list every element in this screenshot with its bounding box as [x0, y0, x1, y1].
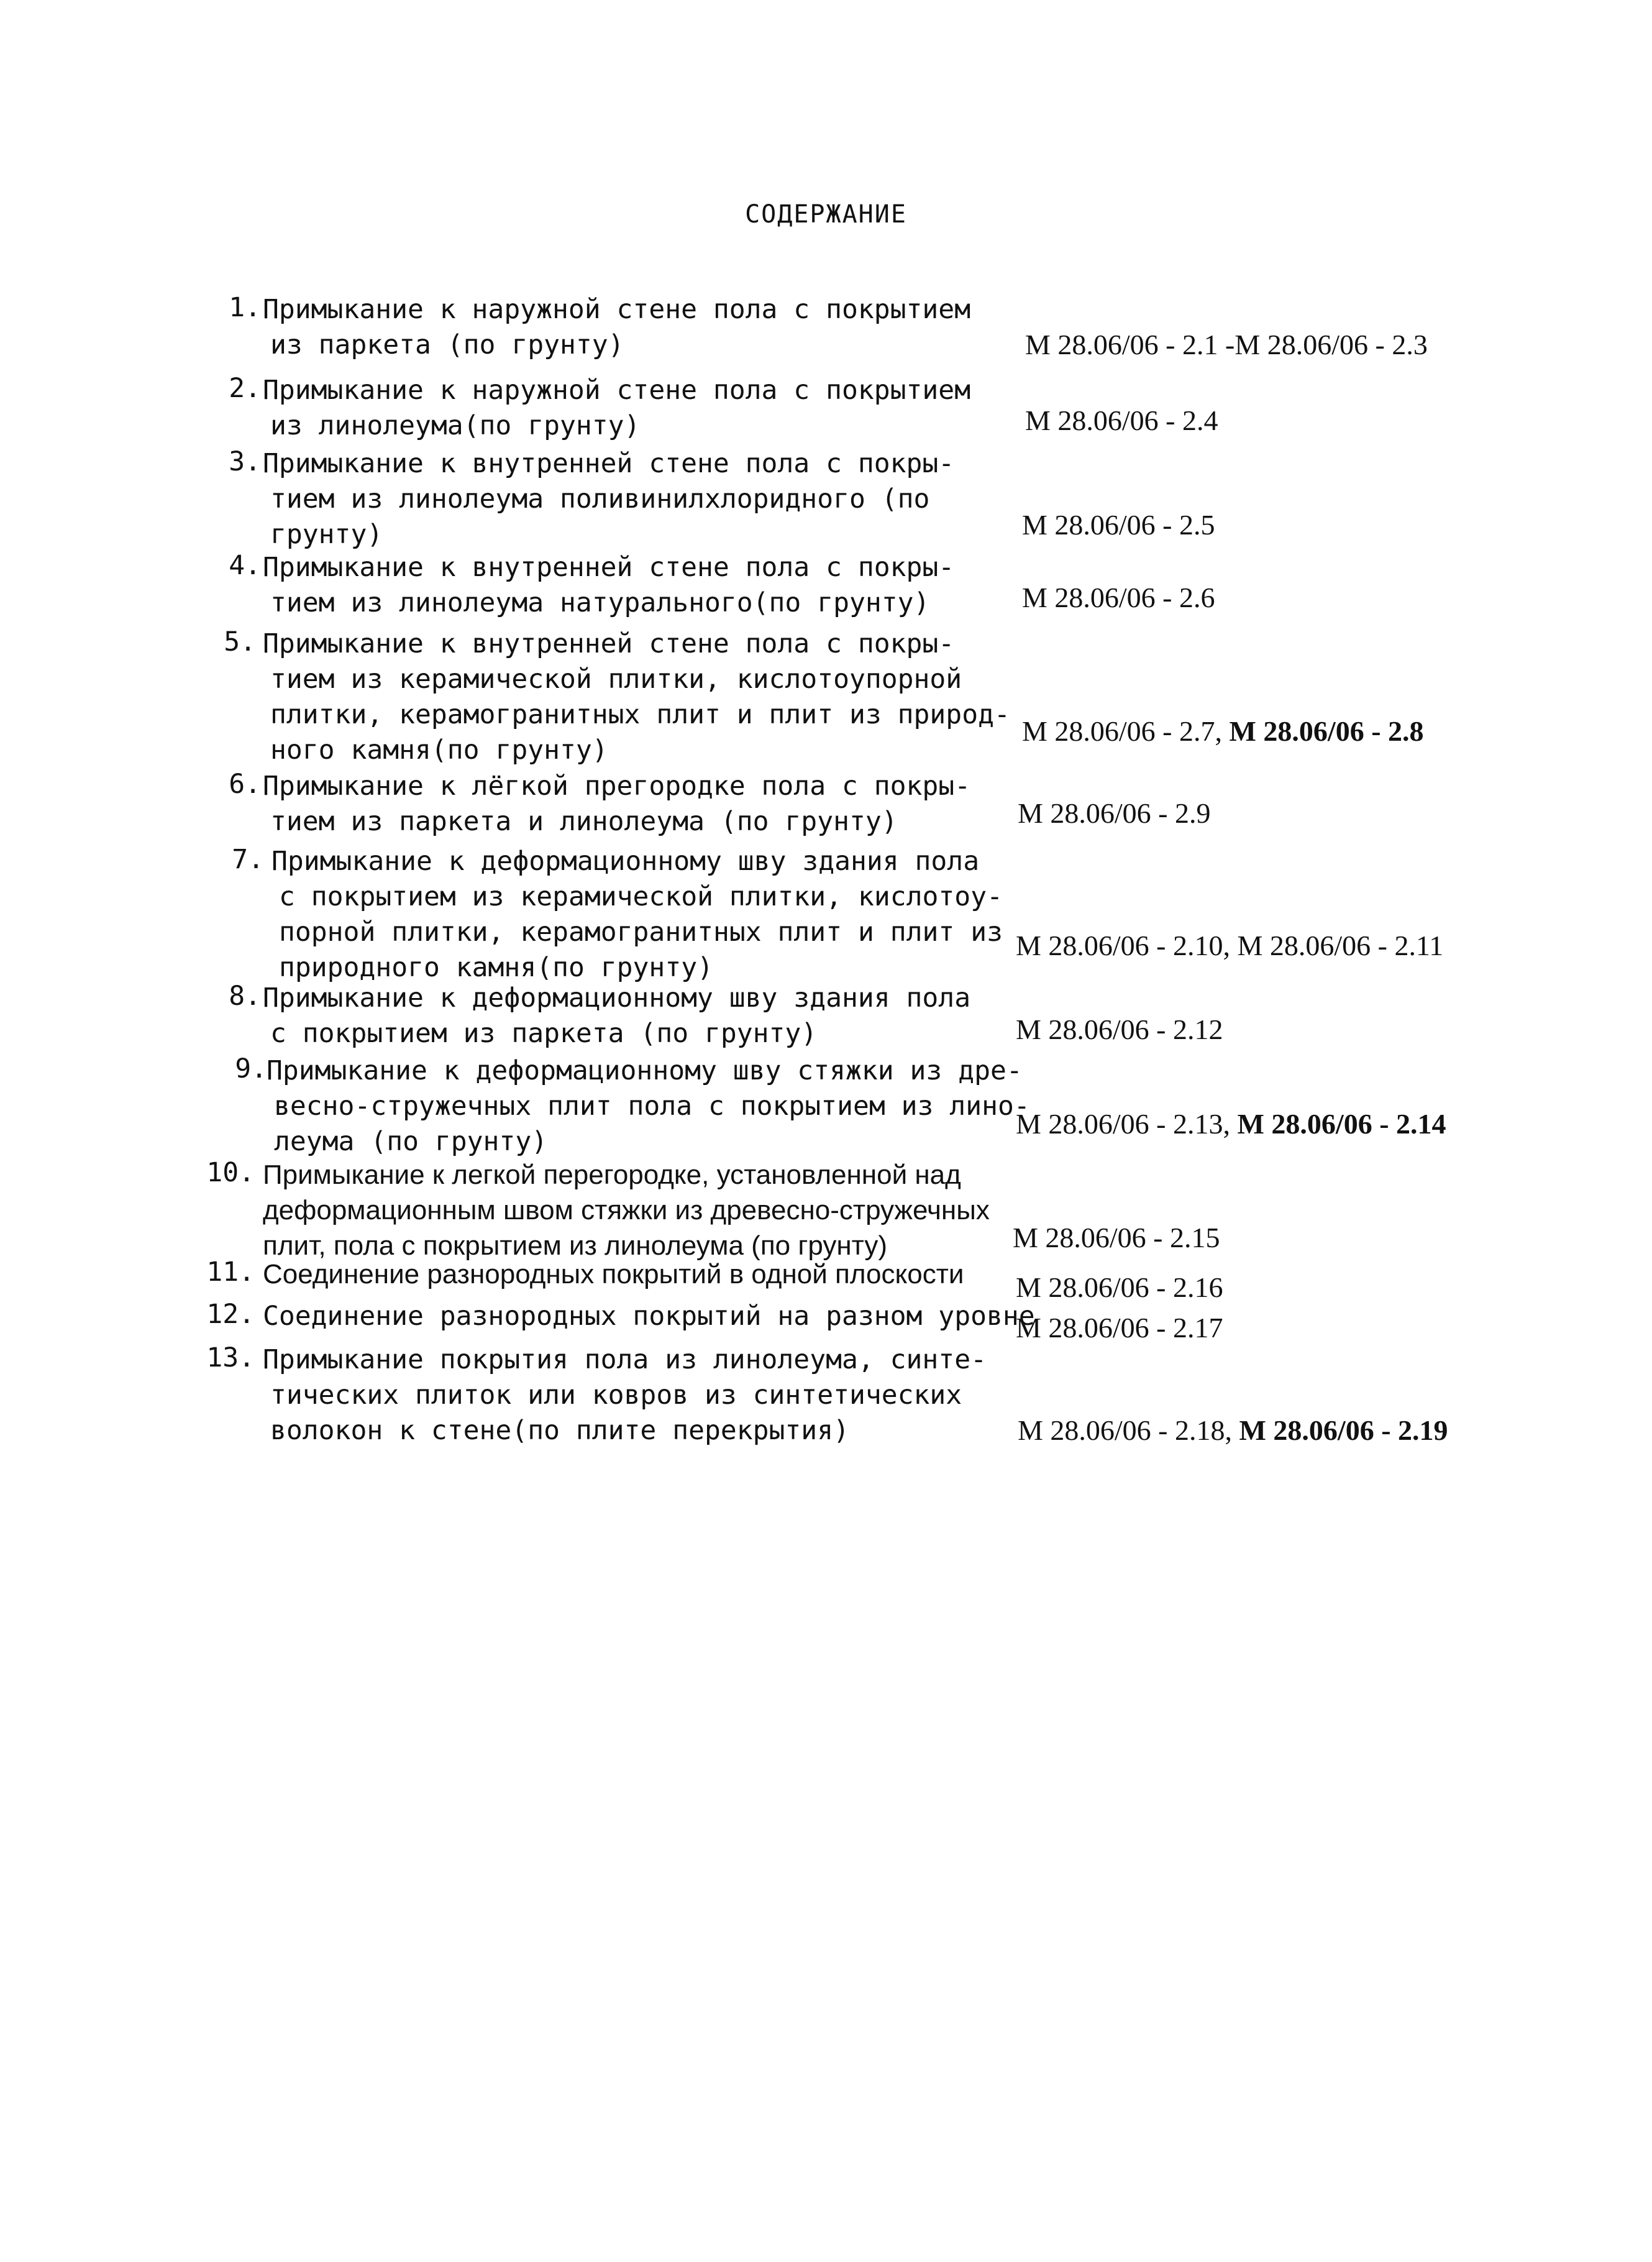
toc-entry-sheet-ref — [1018, 797, 1211, 830]
sheet-ref-text: М 28.06/06 - 2.12 — [1016, 1014, 1223, 1045]
toc-entry-number: 10. — [206, 1157, 255, 1188]
toc-entry-line: Примыкание покрытия пола из линолеума, синте- — [263, 1344, 987, 1375]
toc-entry-line: тием из паркета и линолеума (по грунту) — [270, 806, 898, 837]
toc-entry-line: тием из керамической плитки, кислотоупорной — [270, 664, 962, 695]
toc-entry-number: 5. — [224, 626, 256, 657]
toc-entry-number: 9. — [235, 1053, 267, 1084]
toc-entry-text — [263, 446, 1027, 552]
toc-entry-sheet-ref — [1022, 508, 1215, 541]
toc-entry-number: 4. — [229, 550, 261, 581]
toc-entry-text — [263, 769, 1027, 840]
sheet-ref-bold-text: М 28.06/06 - 2.19 — [1239, 1414, 1448, 1446]
toc-entry-sheet-ref — [1016, 1013, 1223, 1046]
sheet-ref-text: М 28.06/06 - 2.4 — [1025, 405, 1218, 436]
toc-entry-line: природного камня(по грунту) — [279, 952, 713, 983]
sheet-ref-text: М 28.06/06 - 2.9 — [1018, 797, 1211, 829]
toc-entry-sheet-ref — [1013, 1221, 1220, 1254]
toc-entry-line: Примыкание к деформационному шву здания пола — [272, 846, 980, 877]
toc-entry-line: Примыкание к деформационному шву стяжки из дре- — [267, 1055, 1023, 1086]
toc-entry-line: из линолеума(по грунту) — [270, 410, 641, 441]
toc-entry-text — [263, 1299, 1035, 1334]
toc-entry-sheet-ref — [1025, 328, 1428, 361]
toc-entry-sheet-ref — [1018, 1414, 1448, 1447]
sheet-ref-text: М 28.06/06 - 2.13, — [1016, 1108, 1238, 1140]
toc-entry-line: плит, пола с покрытием из линолеума (по грунту) — [263, 1230, 887, 1261]
toc-entry-line: плитки, керамогранитных плит и плит из природ- — [270, 699, 1010, 730]
sheet-ref-text: М 28.06/06 - 2.15 — [1013, 1222, 1220, 1253]
toc-entry-line: Примыкание к легкой перегородке, установленной над — [263, 1160, 961, 1190]
sheet-ref-text: М 28.06/06 - 2.6 — [1022, 582, 1215, 613]
page-title: СОДЕРЖАНИЕ — [745, 200, 907, 229]
toc-entry-sheet-ref — [1022, 581, 1215, 614]
sheet-ref-text: М 28.06/06 - 2.16 — [1016, 1271, 1223, 1303]
toc-entry-sheet-ref — [1016, 1107, 1446, 1140]
toc-entry-line: Соединение разнородных покрытий на разном уровне — [263, 1301, 1035, 1332]
toc-entry-line: Примыкание к наружной стене пола с покрытием — [263, 375, 971, 406]
toc-entry-text — [263, 981, 1027, 1051]
toc-entry-text — [263, 550, 1027, 621]
toc-entry-line: тием из линолеума поливинилхлоридного (по — [270, 483, 930, 515]
toc-entry-line: ного камня(по грунту) — [270, 735, 608, 766]
sheet-ref-text: М 28.06/06 - 2.1 -М 28.06/06 - 2.3 — [1025, 329, 1428, 360]
toc-entry-text — [263, 292, 1027, 363]
toc-entry-sheet-ref — [1016, 1311, 1223, 1344]
toc-entry-number: 8. — [229, 981, 261, 1012]
toc-entry-line: порной плитки, керамогранитных плит и плит из — [279, 917, 1003, 948]
toc-entry-text — [272, 844, 1036, 986]
toc-entry-sheet-ref — [1016, 929, 1443, 962]
toc-entry-text — [263, 1157, 1027, 1263]
toc-entry-line: с покрытием из керамической плитки, кислотоу- — [279, 881, 1003, 912]
toc-entry-number: 11. — [206, 1257, 255, 1288]
sheet-ref-text: М 28.06/06 - 2.5 — [1022, 509, 1215, 541]
toc-entry-line: тием из линолеума натурального(по грунту) — [270, 587, 930, 618]
toc-entry-line: из паркета (по грунту) — [270, 329, 624, 360]
toc-entry-text — [263, 626, 1027, 768]
toc-entry-sheet-ref — [1022, 715, 1424, 748]
toc-entry-line: Соединение разнородных покрытий в одной плоскости — [263, 1259, 964, 1289]
toc-entry-line: Примыкание к внутренней стене пола с покры- — [263, 552, 955, 583]
toc-entry-text — [263, 1342, 1027, 1449]
toc-entry-line: Примыкание к внутренней стене пола с покры- — [263, 628, 955, 659]
toc-entry-number: 2. — [229, 373, 261, 404]
toc-entry-number: 12. — [206, 1299, 255, 1330]
toc-entry-line: весно-стружечных плит пола с покрытием из лино- — [274, 1091, 1030, 1122]
toc-entry-text — [263, 1257, 1027, 1292]
toc-entry-text — [263, 373, 1027, 444]
toc-entry-line: леума (по грунту) — [274, 1126, 548, 1157]
toc-entry-line: с покрытием из паркета (по грунту) — [270, 1018, 818, 1049]
sheet-ref-text: М 28.06/06 - 2.7, — [1022, 715, 1230, 747]
toc-entry-number: 7. — [232, 844, 264, 875]
toc-entry-number: 6. — [229, 769, 261, 800]
toc-entry-line: деформационным швом стяжки из древесно-стружечных — [263, 1195, 990, 1225]
sheet-ref-text: М 28.06/06 - 2.18, — [1018, 1414, 1239, 1446]
toc-entry-text — [267, 1053, 1031, 1160]
sheet-ref-text: М 28.06/06 - 2.17 — [1016, 1312, 1223, 1344]
toc-entry-line: Примыкание к лёгкой прегородке пола с покры- — [263, 771, 971, 802]
toc-entry-number: 13. — [206, 1342, 255, 1373]
toc-entry-number: 1. — [229, 292, 261, 323]
toc-entry-line: волокон к стене(по плите перекрытия) — [270, 1415, 849, 1446]
toc-entry-line: грунту) — [270, 519, 383, 550]
sheet-ref-bold-text: М 28.06/06 - 2.14 — [1237, 1108, 1446, 1140]
toc-entry-number: 3. — [229, 446, 261, 477]
sheet-ref-bold-text: М 28.06/06 - 2.8 — [1229, 715, 1424, 747]
toc-entry-line: Примыкание к деформационному шву здания пола — [263, 982, 971, 1014]
toc-entry-line: Примыкание к внутренней стене пола с покры- — [263, 448, 955, 479]
toc-entry-sheet-ref — [1016, 1271, 1223, 1304]
toc-entry-sheet-ref — [1025, 404, 1218, 437]
sheet-ref-text: М 28.06/06 - 2.10, М 28.06/06 - 2.11 — [1016, 930, 1444, 961]
toc-entry-line: тических плиток или ковров из синтетических — [270, 1380, 962, 1411]
toc-entry-line: Примыкание к наружной стене пола с покрытием — [263, 294, 971, 325]
